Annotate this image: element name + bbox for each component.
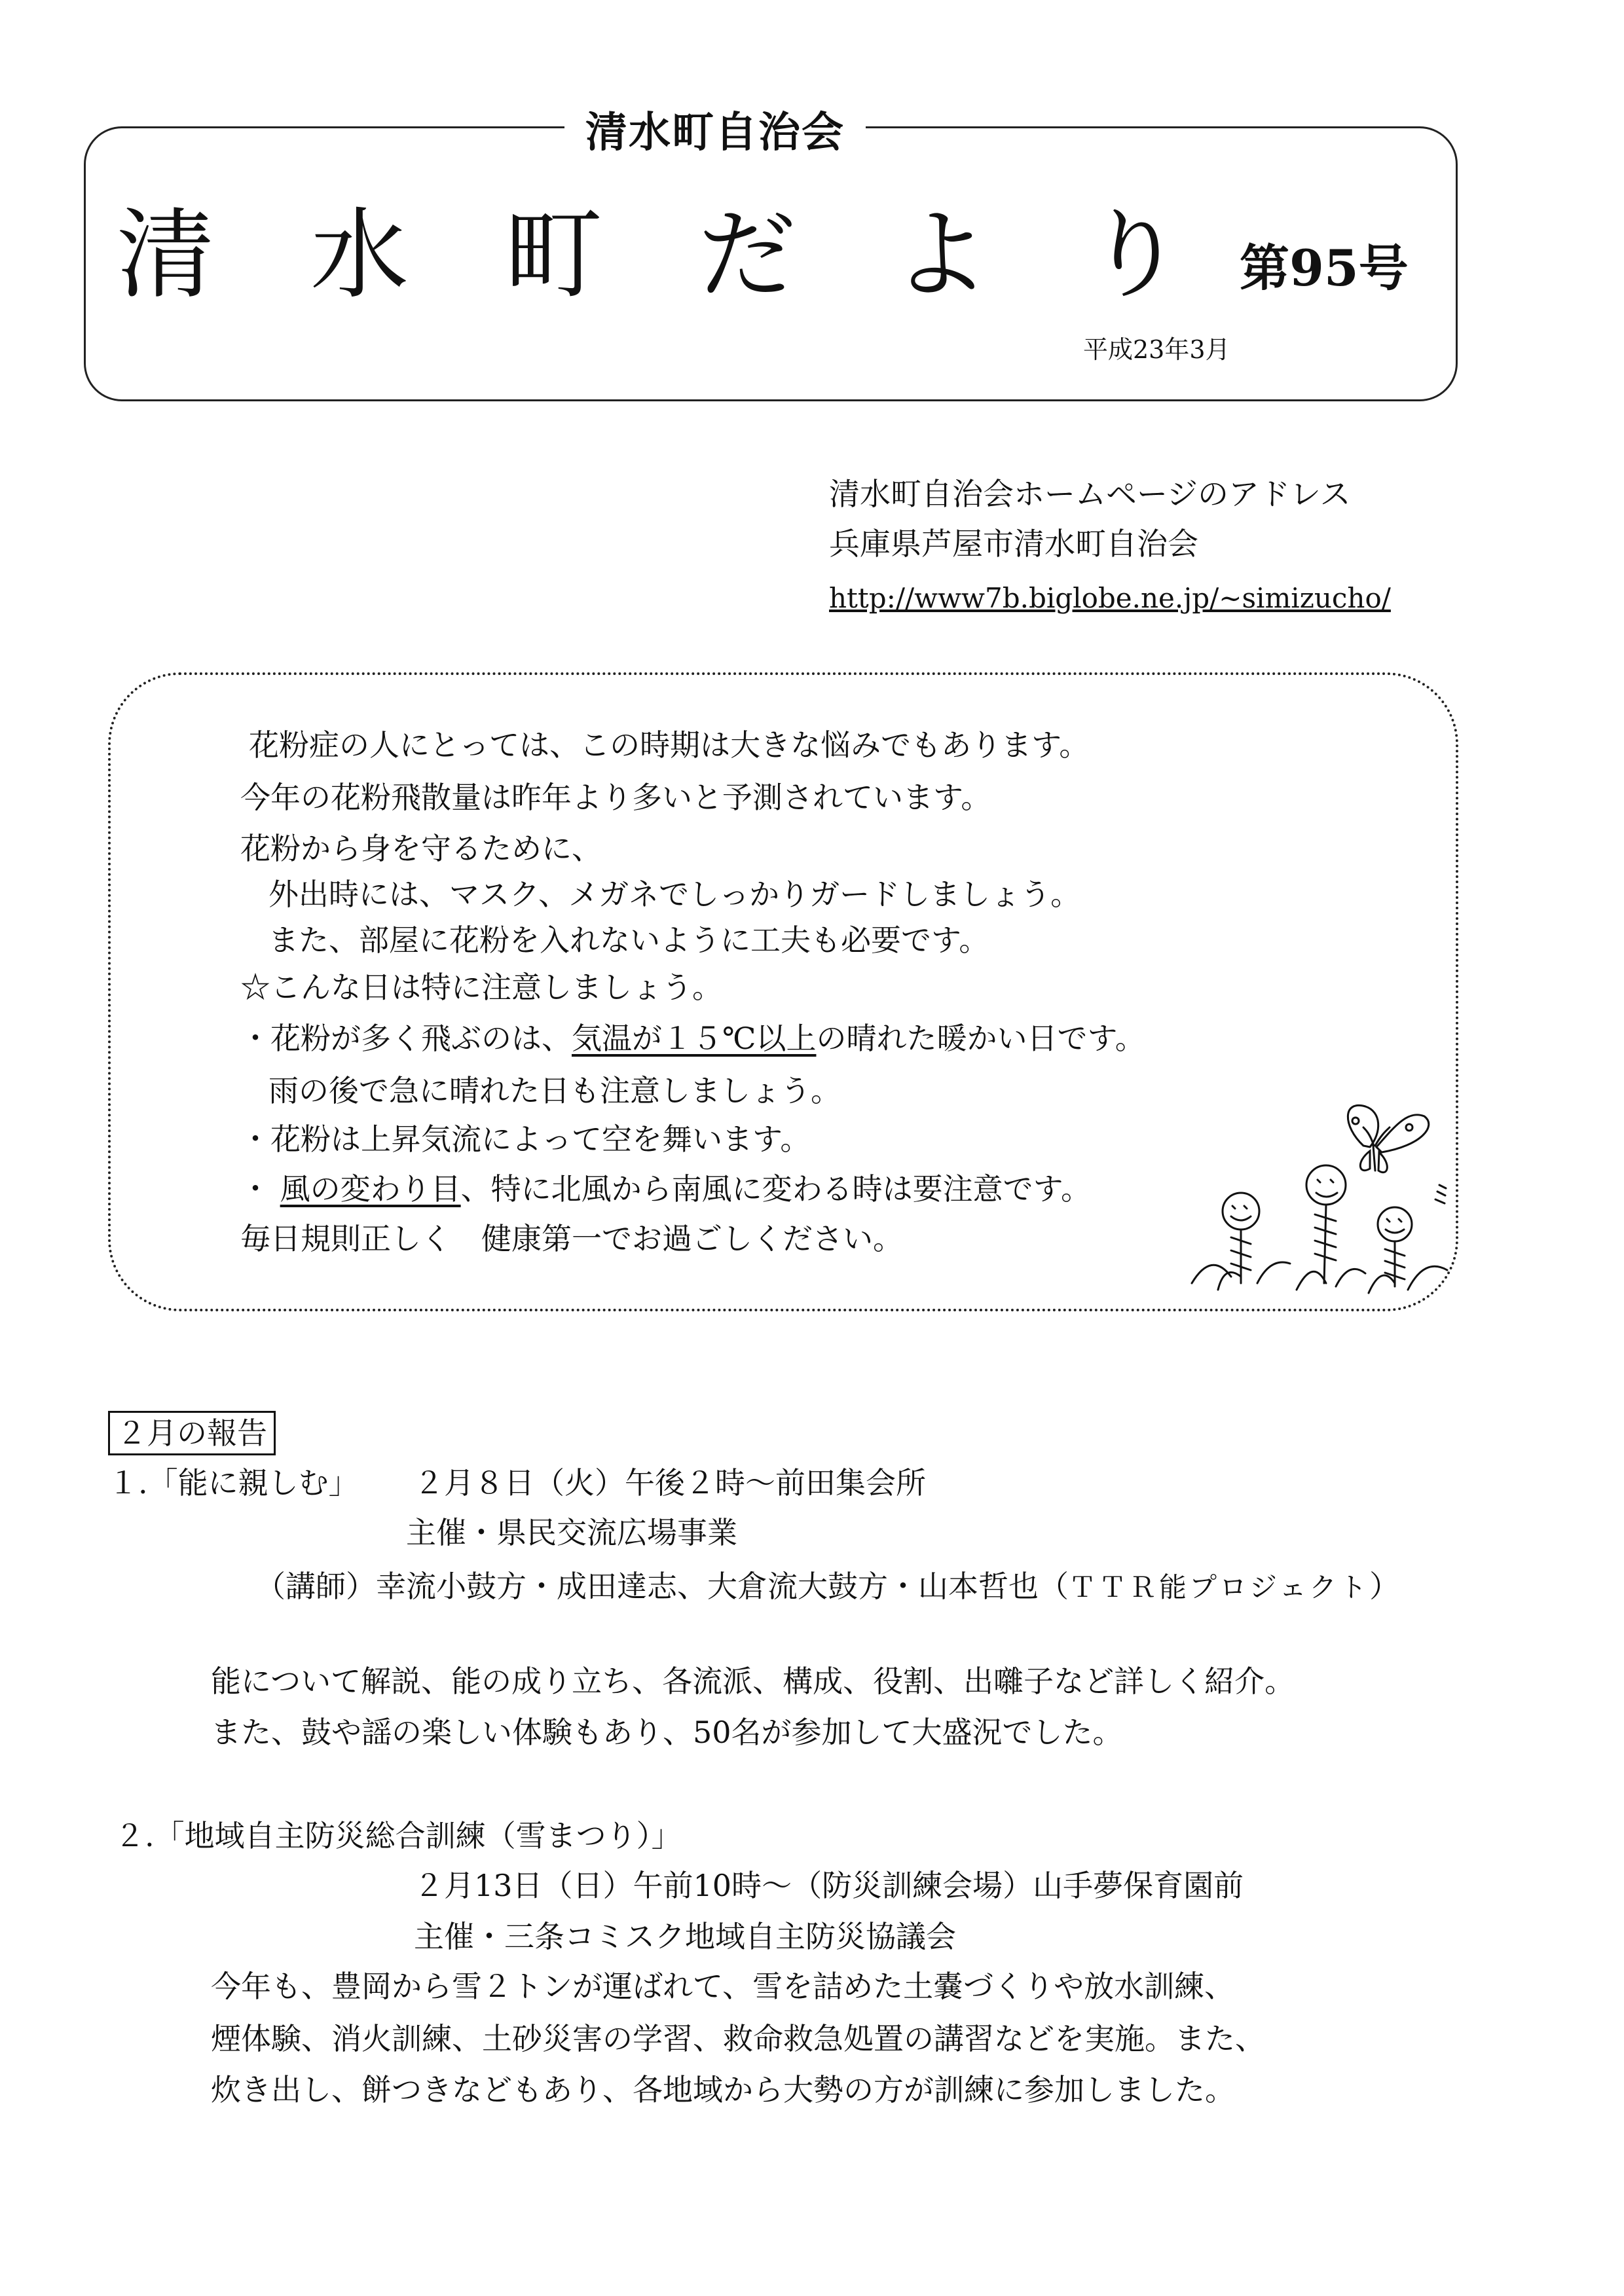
notice-line: 今年の花粉飛散量は昨年より多いと予測されています。	[240, 780, 991, 815]
report-section-heading: ２月の報告	[108, 1411, 276, 1455]
homepage-url-link[interactable]: http://www7b.biglobe.ne.jp/~simizucho/	[829, 582, 1391, 614]
notice-line: 雨の後で急に晴れた日も注意しましょう。	[268, 1073, 841, 1108]
issue-number: 第95号	[1240, 239, 1409, 297]
notice-line	[240, 1020, 1145, 1057]
notice-line: 毎日規則正しく 健康第一でお過ごしください。	[240, 1221, 903, 1256]
report-item-description: 煙体験、消火訓練、土砂災害の学習、救命救急処置の講習などを実施。また、	[211, 2021, 1265, 2056]
notice-line	[240, 1171, 1091, 1207]
notice-line: 花粉症の人にとっては、この時期は大きな悩みでもあります。	[249, 727, 1090, 763]
notice-underlined-text: 風の変わり目	[280, 1171, 461, 1207]
notice-text: ・	[240, 1171, 280, 1207]
notice-line: 花粉から身を守るために、	[240, 831, 602, 866]
notice-text: の晴れた暖かい日です。	[816, 1021, 1145, 1056]
lecturer-text: （講師）幸流小鼓方・成田達志、大倉流大鼓方・山本哲也（	[255, 1569, 1069, 1604]
lecturer-text: ）	[1369, 1569, 1400, 1604]
report-item-host: 主催・三条コミスク地域自主防災協議会	[414, 1919, 956, 1954]
notice-text: ・花粉が多く飛ぶのは、	[240, 1021, 572, 1056]
report-item-description: 能について解説、能の成り立ち、各流派、構成、役割、出囃子など詳しく紹介。	[211, 1664, 1295, 1699]
newsletter-title: 清水町だより	[117, 198, 1280, 312]
homepage-name: 兵庫県芦屋市清水町自治会	[829, 526, 1198, 562]
report-item-description: 炊き出し、餅つきなどもあり、各地域から大勢の方が訓練に参加しました。	[211, 2072, 1235, 2107]
flower-icon	[1369, 1207, 1447, 1293]
report-item-datetime: ２月13日（日）午前10時～（防災訓練会場）山手夢保育園前	[414, 1868, 1244, 1903]
report-item-title: ２.「地域自主防災総合訓練（雪まつり）」	[115, 1818, 682, 1853]
butterfly-flowers-illustration	[1179, 1087, 1467, 1309]
issue-date: 平成23年3月	[1083, 335, 1230, 364]
notice-underlined-text: 気温が１５℃以上	[572, 1021, 817, 1056]
flower-icon	[1297, 1165, 1365, 1290]
notice-line: 外出時には、マスク、メガネでしっかりガードしましょう。	[268, 877, 1081, 912]
project-name: ＴＴＲ能プロジェクト	[1069, 1571, 1370, 1603]
report-item-lecturer	[255, 1568, 1399, 1606]
homepage-heading: 清水町自治会ホームページのアドレス	[829, 477, 1351, 513]
report-item-description: 今年も、豊岡から雪２トンが運ばれて、雪を詰めた土嚢づくりや放水訓練、	[211, 1969, 1235, 2004]
report-item-description: また、鼓や謡の楽しい体験もあり、50名が参加して大盛況でした。	[211, 1715, 1123, 1750]
report-item-title: １.「能に親しむ」	[108, 1465, 359, 1501]
notice-text: 、特に北風から南風に変わる時は要注意です。	[460, 1171, 1091, 1207]
notice-line: ☆こんな日は特に注意しましょう。	[240, 970, 722, 1005]
butterfly-icon	[1348, 1105, 1428, 1172]
notice-line: ・花粉は上昇気流によって空を舞います。	[240, 1121, 811, 1157]
report-item-datetime: ２月８日（火）午後２時～前田集会所	[414, 1465, 926, 1501]
notice-line: また、部屋に花粉を入れないように工夫も必要です。	[268, 922, 989, 958]
report-item-host: 主催・県民交流広場事業	[406, 1515, 737, 1550]
organization-name: 清水町自治会	[564, 110, 866, 156]
flower-icon	[1192, 1193, 1290, 1290]
